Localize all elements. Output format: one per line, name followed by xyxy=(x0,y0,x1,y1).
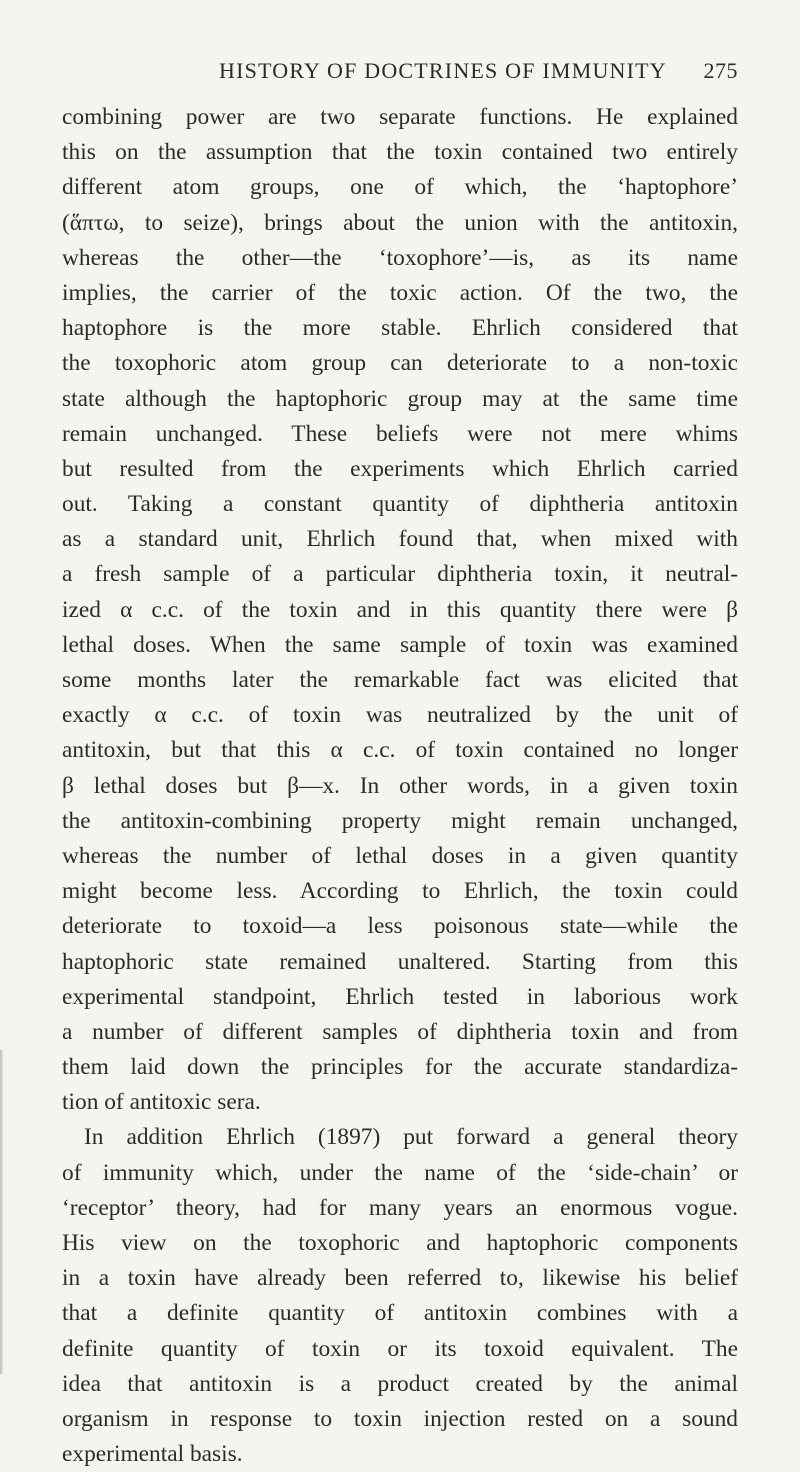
text-line: a fresh sample of a particular diphtheria toxin, it neutral- xyxy=(62,561,738,588)
running-title: HISTORY OF DOCTRINES OF IMMUNITY xyxy=(219,58,667,83)
text-line: definite quantity of toxin or its toxoid equivalent. The xyxy=(62,1335,738,1362)
text-line: ‘receptor’ theory, had for many years an enormous vogue. xyxy=(62,1194,738,1221)
text-line: in a toxin have already been referred to, likewise his belief xyxy=(62,1265,738,1292)
text-line: (ἅπτω, to seize), brings about the union with the antitoxin, xyxy=(62,209,738,236)
text-line: different atom groups, one of which, the ‘haptophore’ xyxy=(62,174,738,201)
text-line: ized α c.c. of the toxin and in this quantity there were β xyxy=(62,596,738,623)
text-line: antitoxin, but that this α c.c. of toxin contained no longer xyxy=(62,737,738,764)
text-line: His view on the toxophoric and haptophoric components xyxy=(62,1230,738,1256)
text-line: of immunity which, under the name of the ‘side-chain’ or xyxy=(62,1159,738,1186)
text-line: remain unchanged. These beliefs were not mere whims xyxy=(62,420,738,447)
text-line: haptophore is the more stable. Ehrlich considered that xyxy=(62,315,738,342)
text-line: whereas the number of lethal doses in a given quantity xyxy=(62,842,738,869)
text-line: out. Taking a constant quantity of diphtheria antitoxin xyxy=(62,491,738,518)
text-line: but resulted from the experiments which Ehrlich carried xyxy=(62,455,738,482)
text-line: some months later the remarkable fact was elicited that xyxy=(62,667,738,693)
text-line: exactly α c.c. of toxin was neutralized by the unit of xyxy=(62,702,738,729)
text-line: experimental standpoint, Ehrlich tested in laborious work xyxy=(62,983,738,1010)
text-line: a number of different samples of diphtheria toxin and from xyxy=(62,1018,738,1045)
running-header xyxy=(62,58,738,88)
text-line: the toxophoric atom group can deteriorate to a non-toxic xyxy=(62,350,738,377)
text-line: them laid down the principles for the accurate standardiza- xyxy=(62,1054,738,1081)
text-line: might become less. According to Ehrlich, the toxin could xyxy=(62,878,738,905)
text-line: deteriorate to toxoid—a less poisonous state—while the xyxy=(62,913,738,940)
page-edge-shadow xyxy=(0,1050,3,1374)
text-line: organism in response to toxin injection rested on a sound xyxy=(62,1405,738,1432)
body-text xyxy=(62,100,738,1472)
text-line: implies, the carrier of the toxic action. Of the two, the xyxy=(62,279,738,306)
text-line: state although the haptophoric group may at the same time xyxy=(62,385,738,412)
text-line: In addition Ehrlich (1897) put forward a general theory xyxy=(84,1124,738,1151)
text-line: as a standard unit, Ehrlich found that, when mixed with xyxy=(62,526,738,553)
paragraph-1 xyxy=(62,100,738,1120)
text-line: experimental basis. xyxy=(62,1441,243,1468)
text-line: idea that antitoxin is a product created by the animal xyxy=(62,1370,738,1397)
text-line: the antitoxin-combining property might remain unchanged, xyxy=(62,807,738,834)
text-line: haptophoric state remained unaltered. Starting from this xyxy=(62,948,738,975)
text-line: that a definite quantity of antitoxin combines with a xyxy=(62,1300,738,1327)
text-line: this on the assumption that the toxin contained two entirely xyxy=(62,139,738,166)
text-line: whereas the other—the ‘toxophore’—is, as its name xyxy=(62,244,738,271)
text-line: β lethal doses but β—x. In other words, in a given toxin xyxy=(62,772,738,799)
text-line: combining power are two separate functions. He explained xyxy=(62,104,738,130)
paragraph-2 xyxy=(62,1120,738,1472)
text-line: lethal doses. When the same sample of toxin was examined xyxy=(62,631,738,658)
page-number: 275 xyxy=(703,58,738,83)
text-line: tion of antitoxic sera. xyxy=(62,1089,261,1116)
